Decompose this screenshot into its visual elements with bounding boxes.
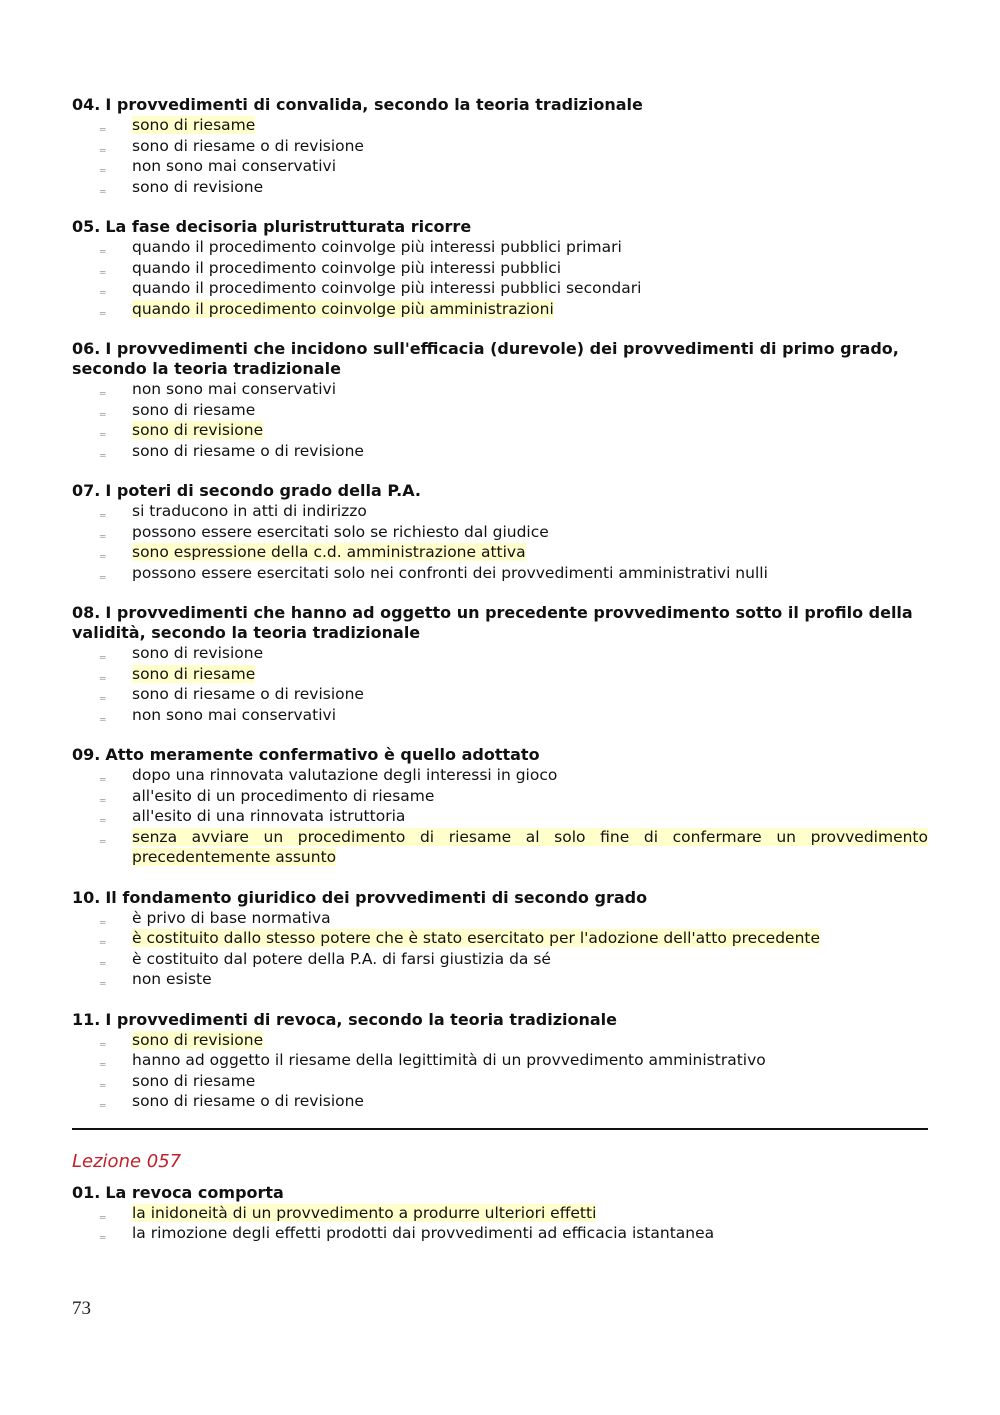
question-number: 10. — [72, 887, 101, 907]
answer-option — [72, 379, 928, 400]
bullet-icon: ‗ — [100, 1205, 106, 1219]
answer-text: sono di riesame o di revisione — [132, 1092, 364, 1110]
answer-text: si traducono in atti di indirizzo — [132, 502, 367, 520]
document-page — [72, 95, 928, 1264]
answer-text: la rimozione degli effetti prodotti dai provvedimenti ad efficacia istantanea — [132, 1224, 715, 1242]
answer-option — [72, 1071, 928, 1092]
answer-option — [72, 705, 928, 726]
bullet-icon: ‗ — [100, 545, 106, 558]
question-block — [72, 888, 928, 990]
answer-text: all'esito di un procedimento di riesame — [132, 786, 435, 805]
answer-text: sono di riesame — [132, 1071, 256, 1090]
bullet-icon: ‗ — [100, 240, 106, 253]
question-title — [72, 1010, 928, 1030]
answer-list — [72, 908, 928, 990]
answer-list — [72, 765, 928, 868]
question-number: 08. — [72, 603, 101, 622]
question-block — [72, 745, 928, 868]
answer-text: sono di riesame — [132, 116, 256, 134]
answer-text: sono espressione della c.d. amministrazione attiva — [132, 543, 526, 561]
answer-text: all'esito di una rinnovata istruttoria — [132, 807, 406, 825]
question-number: 11. — [72, 1009, 101, 1029]
question-title — [72, 217, 928, 237]
answer-option — [72, 258, 928, 279]
answer-text: dopo una rinnovata valutazione degli interessi in gioco — [132, 766, 558, 784]
answer-text: hanno ad oggetto il riesame della legittimità di un provvedimento amministrativo — [132, 1051, 766, 1069]
answer-text: quando il procedimento coinvolge più amministrazioni — [132, 299, 554, 318]
answer-option-correct — [72, 664, 928, 685]
bullet-icon: ‗ — [100, 179, 106, 193]
bullet-icon: ‗ — [100, 1094, 106, 1107]
bullet-icon: ‗ — [100, 910, 106, 924]
question-number: 09. — [72, 745, 101, 764]
answer-option-correct — [72, 1030, 928, 1051]
question-text: I provvedimenti di convalida, secondo la teoria tradizionale — [105, 95, 643, 114]
answer-option — [72, 522, 928, 543]
answer-list — [72, 379, 928, 461]
bullet-icon: ‗ — [100, 788, 106, 802]
answer-list — [72, 115, 928, 197]
bullet-icon: ‗ — [100, 504, 106, 517]
bullet-icon: ‗ — [100, 382, 106, 395]
answer-text: è privo di base normativa — [132, 908, 331, 927]
question-text: I poteri di secondo grado della P.A. — [105, 481, 421, 500]
question-title — [72, 888, 928, 908]
bullet-icon: ‗ — [100, 951, 106, 965]
question-text: I provvedimenti che incidono sull'efficacia (durevole) dei provvedimenti di primo grado, secondo la teoria tradizionale — [72, 339, 899, 378]
question-number: 06. — [72, 339, 101, 358]
bullet-icon: ‗ — [100, 118, 106, 131]
bullet-icon: ‗ — [100, 809, 106, 822]
bullet-icon: ‗ — [100, 707, 106, 721]
bullet-icon: ‗ — [100, 666, 106, 680]
question-number: 01. — [72, 1182, 101, 1202]
bullet-icon: ‗ — [100, 443, 106, 457]
question-number: 04. — [72, 95, 101, 114]
answer-list — [72, 1203, 928, 1244]
answer-option — [72, 684, 928, 705]
answer-option — [72, 177, 928, 198]
answer-text: sono di revisione — [132, 421, 264, 439]
question-title — [72, 95, 928, 115]
answer-text: è costituito dal potere della P.A. di farsi giustizia da sé — [132, 949, 551, 968]
answer-option-correct — [72, 115, 928, 136]
bullet-icon: ‗ — [100, 972, 106, 985]
answer-option — [72, 806, 928, 827]
answer-option-correct — [72, 420, 928, 441]
question-title — [72, 339, 928, 379]
answer-list — [72, 1030, 928, 1112]
bullet-icon: ‗ — [100, 687, 106, 700]
bullet-icon: ‗ — [100, 301, 106, 315]
bullet-icon: ‗ — [100, 281, 106, 294]
question-title — [72, 603, 928, 643]
answer-option — [72, 237, 928, 258]
answer-text: sono di revisione — [132, 644, 264, 662]
bullet-icon: ‗ — [100, 402, 106, 416]
question-block — [72, 1183, 928, 1244]
question-text: I provvedimenti di revoca, secondo la teoria tradizionale — [105, 1009, 617, 1029]
bullet-icon: ‗ — [100, 1053, 106, 1066]
answer-text: non sono mai conservativi — [132, 705, 337, 724]
question-text: La revoca comporta — [105, 1182, 284, 1202]
answer-text: possono essere esercitati solo se richiesto dal giudice — [132, 522, 549, 541]
answer-text: sono di riesame o di revisione — [132, 136, 364, 155]
answer-option-correct — [72, 299, 928, 320]
question-text: I provvedimenti che hanno ad oggetto un precedente provvedimento sotto il profilo della validità, secondo la teoria tradizionale — [72, 603, 913, 642]
answer-option — [72, 136, 928, 157]
answer-option-correct — [72, 542, 928, 563]
page-number: 73 — [72, 1298, 91, 1319]
answer-option — [72, 400, 928, 421]
question-number: 07. — [72, 481, 101, 500]
lesson-question-list — [72, 1183, 928, 1244]
bullet-icon: ‗ — [100, 159, 106, 172]
answer-text: non sono mai conservativi — [132, 157, 337, 175]
answer-text: senza avviare un procedimento di riesame al solo fine di confermare un provvedimento precedentemente assunto — [132, 827, 928, 866]
answer-text: sono di revisione — [132, 1030, 264, 1049]
answer-text: quando il procedimento coinvolge più interessi pubblici secondari — [132, 279, 642, 297]
answer-option — [72, 1223, 928, 1244]
answer-list — [72, 237, 928, 319]
bullet-icon: ‗ — [100, 1032, 106, 1046]
bullet-icon: ‗ — [100, 565, 106, 579]
answer-text: sono di riesame — [132, 400, 256, 419]
bullet-icon: ‗ — [100, 1073, 106, 1087]
answer-text: è costituito dallo stesso potere che è stato esercitato per l'adozione dell'atto precedente — [132, 929, 821, 947]
answer-text: quando il procedimento coinvolge più interessi pubblici — [132, 258, 562, 277]
question-text: Il fondamento giuridico dei provvedimenti di secondo grado — [105, 887, 648, 907]
answer-option — [72, 1050, 928, 1071]
answer-option — [72, 643, 928, 664]
answer-list — [72, 643, 928, 725]
bullet-icon: ‗ — [100, 524, 106, 538]
answer-text: quando il procedimento coinvolge più interessi pubblici primari — [132, 238, 622, 256]
question-title — [72, 481, 928, 501]
answer-text: la inidoneità di un provvedimento a produrre ulteriori effetti — [132, 1203, 597, 1222]
question-block — [72, 217, 928, 319]
answer-text: non sono mai conservativi — [132, 380, 337, 398]
section-divider — [72, 1128, 928, 1130]
answer-option — [72, 501, 928, 522]
answer-option — [72, 786, 928, 807]
question-title — [72, 1183, 928, 1203]
answer-option — [72, 908, 928, 929]
question-number: 05. — [72, 217, 101, 236]
answer-option — [72, 765, 928, 786]
answer-text: sono di riesame o di revisione — [132, 685, 364, 703]
question-title — [72, 745, 928, 765]
bullet-icon: ‗ — [100, 768, 106, 781]
lesson-title: Lezione 057 — [72, 1150, 182, 1172]
answer-option-correct — [72, 928, 928, 949]
question-block — [72, 603, 928, 725]
answer-option — [72, 156, 928, 177]
answer-text: sono di revisione — [132, 177, 264, 196]
question-block — [72, 95, 928, 197]
bullet-icon: ‗ — [100, 138, 106, 152]
answer-text: possono essere esercitati solo nei confronti dei provvedimenti amministrativi nulli — [132, 563, 768, 582]
answer-option — [72, 441, 928, 462]
question-block — [72, 481, 928, 583]
answer-text: sono di riesame — [132, 664, 256, 683]
answer-option — [72, 969, 928, 990]
question-text: La fase decisoria pluristrutturata ricorre — [105, 217, 472, 236]
bullet-icon: ‗ — [100, 1226, 106, 1239]
bullet-icon: ‗ — [100, 260, 106, 274]
question-block — [72, 1010, 928, 1112]
answer-text: sono di riesame o di revisione — [132, 441, 364, 460]
answer-option-correct — [72, 827, 928, 868]
question-block — [72, 339, 928, 461]
bullet-icon: ‗ — [100, 829, 106, 843]
answer-list — [72, 501, 928, 583]
answer-option-correct — [72, 1203, 928, 1224]
answer-option — [72, 278, 928, 299]
question-list — [72, 95, 928, 1112]
bullet-icon: ‗ — [100, 646, 106, 659]
answer-option — [72, 563, 928, 584]
answer-text: non esiste — [132, 970, 212, 988]
answer-option — [72, 1091, 928, 1112]
answer-option — [72, 949, 928, 970]
question-text: Atto meramente confermativo è quello adottato — [105, 745, 540, 764]
bullet-icon: ‗ — [100, 931, 106, 944]
bullet-icon: ‗ — [100, 423, 106, 436]
